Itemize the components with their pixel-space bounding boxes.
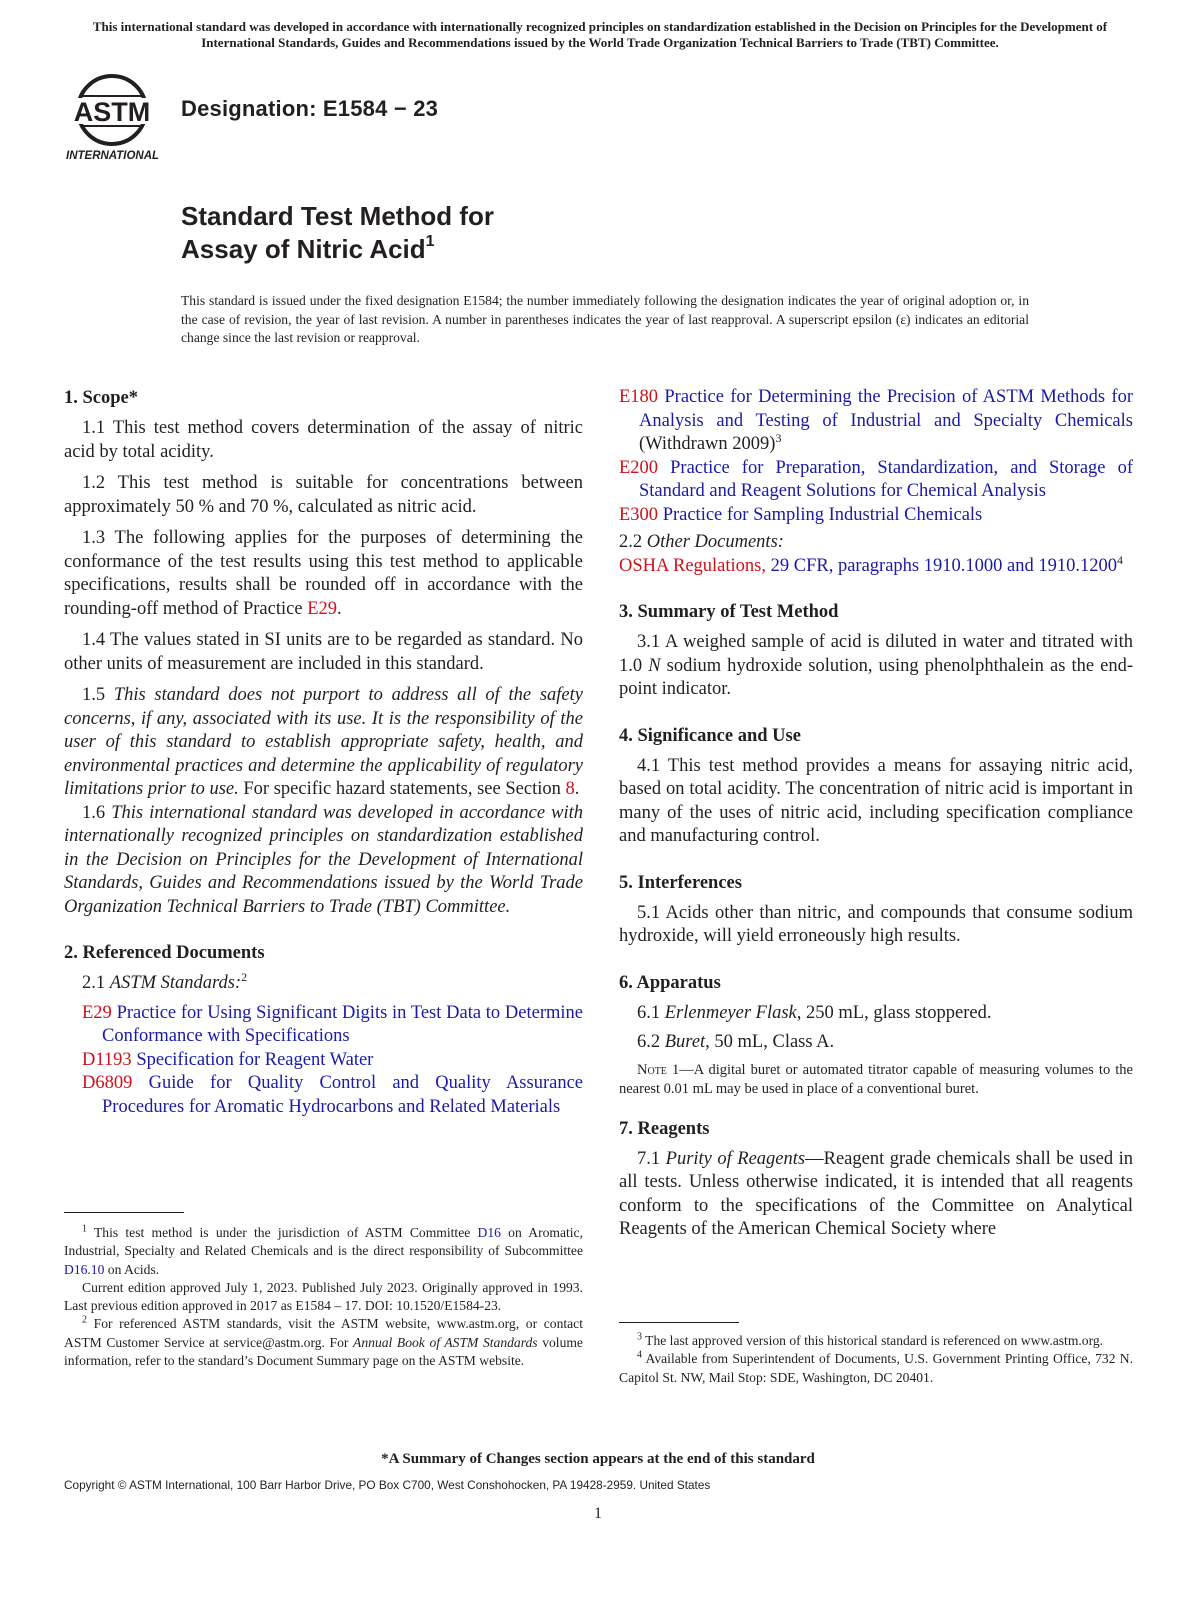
preamble: This standard is issued under the fixed designation E1584; the number immediately following the designation indicates the year of original adoption or, in the case of revision, the year of last revision. A number in parentheses indicates the year of last reapproval. A superscript epsilon (ε) indicates an editorial change since the last revision or reapproval.	[181, 293, 1029, 345]
footnote-3: $^3$ The last approved version of this historical standard is referenced on www.astm.org.	[637, 1331, 1104, 1348]
reference-e300[interactable]: E300 Practice for Sampling Industrial Chemicals	[619, 504, 983, 525]
footnote-4: $^4$ Available from Superintendent of Documents, U.S. Government Printing Office, 732 N. Capitol St. NW, Mail Stop: SDE, Washington, DC 20401.	[619, 1349, 1133, 1385]
paragraph-1-3: 1.3 The following applies for the purposes of determining the conformance of the test results using this test method to applicable specifications, results shall be rounded off in accordance with the rounding-off method of Practice E29.	[64, 528, 583, 619]
reference-e200[interactable]: E200 Practice for Preparation, Standardization, and Storage of Standard and Reagent Solutions for Chemical Analysis	[619, 457, 1134, 501]
reference-e29[interactable]: E29 Practice for Using Significant Digits in Test Data to Determine Conformance with Specifications	[82, 1002, 583, 1046]
reference-e180[interactable]: E180 Practice for Determining the Precision of ASTM Methods for Analysis and Testing of Industrial and Specialty Chemicals (Withdrawn 2009)$^3$	[619, 387, 1134, 454]
section-heading-reagents: 7. Reagents	[619, 1118, 710, 1139]
d16-link[interactable]: D16	[477, 1225, 501, 1240]
footnote-1: $^1$ This test method is under the jurisdiction of ASTM Committee D16 on Aromatic, Industrial, Specialty and Related Chemicals and is the direct responsibility of Subcommittee D16.10 on Acids.	[64, 1223, 583, 1277]
section-heading-interferences: 5. Interferences	[619, 872, 742, 893]
left-column	[64, 386, 583, 1119]
astm-logo	[64, 70, 174, 166]
footnote-rule-left	[64, 1212, 184, 1213]
section-heading-summary: 3. Summary of Test Method	[619, 602, 839, 622]
section-heading-referenced-documents: 2. Referenced Documents	[64, 943, 265, 963]
e29-link[interactable]: E29	[307, 598, 337, 619]
footnotes-right	[619, 1332, 1133, 1387]
paragraph-2-1: 2.1 ASTM Standards:$^2$	[82, 969, 248, 993]
note-1: Note 1—A digital buret or automated titrator capable of measuring volumes to the nearest 0.01 mL may be used in place of a conventional buret.	[619, 1061, 1133, 1097]
footnote-2: $^2$ For referenced ASTM standards, visit the ASTM website, www.astm.org, or contact ASTM Customer Service at service@astm.org. For Annual Book of ASTM Standards volume information, refer to the standard’s Document Summary page on the ASTM website.	[64, 1314, 583, 1369]
section-8-link[interactable]: 8	[565, 779, 575, 799]
d16-10-link[interactable]: D16.10	[64, 1261, 105, 1277]
svg-text:ASTM: ASTM	[73, 97, 151, 127]
paragraph-1-2: 1.2 This test method is suitable for concentrations between approximately 50 % and 70 %, calculated as nitric acid.	[64, 473, 583, 517]
right-column	[619, 386, 1133, 1250]
footnote-1-edition: Current edition approved July 1, 2023. Published July 2023. Originally approved in 1993. Last previous edition approved in 2017 as E1584 – 17. DOI: 10.1520/E1584-23.	[64, 1279, 583, 1314]
paragraph-5-1: 5.1 Acids other than nitric, and compounds that consume sodium hydroxide, will yield erroneously high results.	[619, 902, 1133, 946]
designation: Designation: E1584 − 23	[181, 96, 439, 121]
tbt-notice: This international standard was developed in accordance with internationally recognized principles on standardization established in the Decision on Principles for the Development of International Standards, Guides and Recommendations issued by the World Trade Organization Technical Barriers to Trade (TBT) Committee.	[92, 19, 1108, 50]
document-title: Standard Test Method for Assay of Nitric Acid$^1$	[181, 201, 494, 264]
paragraph-2-2: 2.2 Other Documents:	[619, 532, 784, 552]
paragraph-7-1: 7.1 Purity of Reagents—Reagent grade chemicals shall be used in all tests. Unless otherwise indicated, it is intended that all reagents conform to the specifications of the Committee on Analytical Reagents of the American Chemical Society where	[619, 1148, 1134, 1239]
paragraph-1-6: 1.6 This international standard was developed in accordance with internationally recognized principles on standardization established in the Decision on Principles for the Development of International Standards, Guides and Recommendations issued by the World Trade Organization Technical Barriers to Trade (TBT) Committee.	[64, 802, 584, 917]
paragraph-6-2: 6.2 Buret, 50 mL, Class A.	[637, 1032, 835, 1052]
section-heading-significance: 4. Significance and Use	[619, 725, 801, 746]
page-number: 1	[594, 1505, 602, 1522]
paragraph-1-1: 1.1 This test method covers determination of the assay of nitric acid by total acidity.	[64, 418, 583, 462]
paragraph-3-1: 3.1 A weighed sample of acid is diluted in water and titrated with 1.0 N sodium hydroxide solution, using phenolphthalein as the end-point indicator.	[619, 632, 1134, 699]
paragraph-6-1: 6.1 Erlenmeyer Flask, 250 mL, glass stoppered.	[637, 1002, 992, 1023]
summary-of-changes-notice: *A Summary of Changes section appears at the end of this standard	[381, 1451, 815, 1467]
reference-d1193[interactable]: D1193 Specification for Reagent Water	[82, 1049, 374, 1070]
footnote-rule-right	[619, 1322, 739, 1323]
reference-d6809[interactable]: D6809 Guide for Quality Control and Quality Assurance Procedures for Aromatic Hydrocarbons and Related Materials	[82, 1073, 583, 1117]
footnotes-left	[64, 1224, 583, 1370]
paragraph-1-4: 1.4 The values stated in SI units are to be regarded as standard. No other units of measurement are included in this standard.	[64, 630, 583, 674]
copyright: Copyright © ASTM International, 100 Barr Harbor Drive, PO Box C700, West Conshohocken, PA 19428-2959. United States	[64, 1478, 711, 1492]
reference-osha[interactable]: OSHA Regulations, 29 CFR, paragraphs 1910.1000 and 1910.1200$^4$	[619, 552, 1123, 576]
title-footnote-ref[interactable]: 1	[425, 233, 435, 250]
paragraph-1-5: 1.5 This standard does not purport to address all of the safety concerns, if any, associated with its use. It is the responsibility of the user of this standard to establish appropriate safety, health, and environmental practices and determine the applicability of regulatory limitations prior to use. For specific hazard statements, see Section 8.	[64, 685, 583, 799]
paragraph-4-1: 4.1 This test method provides a means for assaying nitric acid, based on total acidity. The concentration of nitric acid is important in many of the uses of nitric acid, including specification compliance and manufacturing control.	[619, 755, 1133, 846]
svg-text:INTERNATIONAL: INTERNATIONAL	[66, 150, 160, 162]
section-heading-apparatus: 6. Apparatus	[619, 972, 721, 993]
section-heading-scope: 1. Scope*	[64, 388, 138, 408]
